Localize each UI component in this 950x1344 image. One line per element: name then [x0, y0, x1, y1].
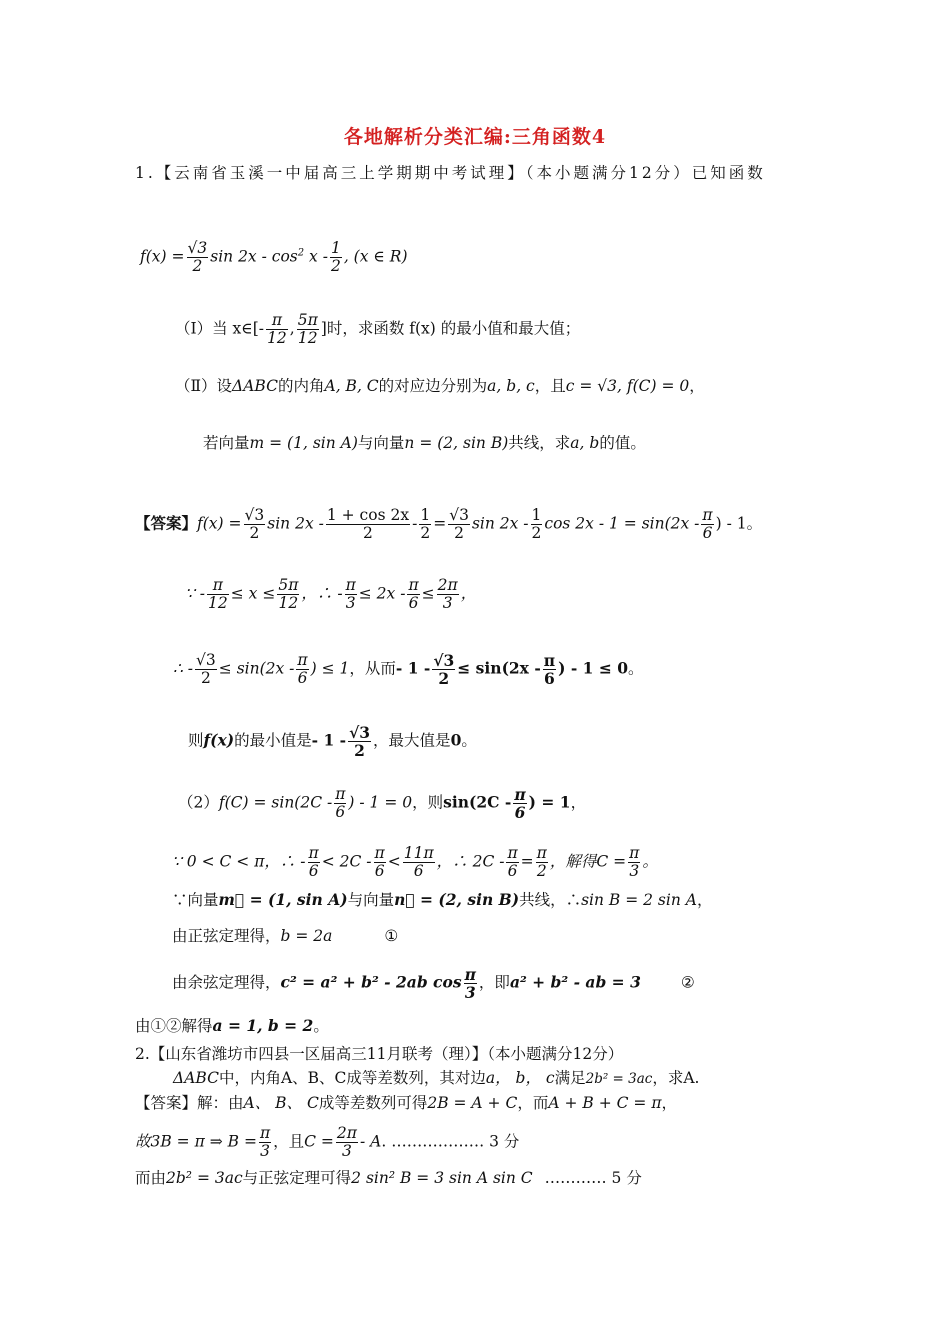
ans1-line2: ∵ - $\frac{\pi}{12}$ ≤ x ≤ $\frac{5\pi}{12}$ ，∴ - $\frac{\pi}{3}$ ≤ 2x - $\frac{\pi}{6}$ ≤ $\frac{2\pi}{3}$ ， — [185, 576, 477, 612]
ans1-line5: （2）f(C) = sin(2C - $\frac{\pi}{6}$ ) - 1 = 0，则sin(2C - $\frac{\pi}{6}$ ) = 1， — [178, 785, 587, 822]
q1-header: 1.【云南省玉溪一中届高三上学期期中考试理】（本小题满分12分）已知函数 — [135, 164, 766, 182]
q1-function: f(x) = $\frac{√3}{2}$ $\sin 2x - \cos^2 x$ - $\frac{1}{2}$ , (x ∈ R) — [140, 239, 408, 275]
ans1-line4: 则f(x)的最小值是- 1 - $\frac{√3}{2}$ ，最大值是0。 — [188, 723, 477, 760]
ans1-line3: ∴ - $\frac{√3}{2}$ ≤ sin(2x - $\frac{\pi}{6}$ ) ≤ 1，从而- 1 - $\frac{√3}{2}$ ≤ sin(2x - $\frac{\pi}{6}$ ) - 1 ≤ 0。 — [173, 651, 644, 688]
ans1-line7: ∵向量m⃗ = (1, sin A)与向量n⃗ = (2, sin B)共线，∴sin B = 2 sin A， — [172, 890, 713, 909]
ans1-line10: 由①②解得a = 1, b = 2。 — [135, 1016, 329, 1035]
q2-answer-line1: 【答案】解：由A、 B、 C成等差数列可得2B = A + C，而A + B + C = π， — [135, 1094, 678, 1112]
document-title: 各地解析分类汇编:三角函数4 — [343, 126, 607, 148]
ans1-line8: 由正弦定理得，b = 2a ① — [172, 927, 399, 945]
q2-header: 2.【山东省潍坊市四县一区届高三11月联考（理）】（本小题满分12分） — [135, 1045, 624, 1063]
ans1-line9: 由余弦定理得，c² = a² + b² - 2ab cos $\frac{\pi}{3}$ ，即a² + b² - ab = 3 ② — [172, 965, 695, 1002]
q2-answer-line3: 而由2b² = 3ac与正弦定理可得2 sin² B = 3 sin A sin C ………… 5 分 — [135, 1169, 642, 1187]
q1-part2-line1: （Ⅱ）设ΔABC的内角A, B, C的对应边分别为a, b, c，且c = √3, f(C) = 0， — [175, 377, 705, 395]
ans1-line6: ∵ 0 < C < π，∴ - $\frac{\pi}{6}$ < 2C - $\frac{\pi}{6}$ < $\frac{11\pi}{6}$ ，∴ 2C - $\frac{\pi}{6}$ = $\frac{\pi}{2}$ ，解得C = $\frac{\pi}{3}$ 。 — [172, 844, 658, 880]
q1-part1: （Ⅰ）当 x∈[- $\frac{\pi}{12}$ , $\frac{5\pi}{12}$ ]时，求函数 f(x) 的最小值和最大值； — [175, 311, 581, 347]
q1-part2-line2: 若向量m = (1, sin A)与向量n = (2, sin B)共线，求a, b的值。 — [203, 434, 646, 452]
q2-line1: ΔABC中，内角A、B、C成等差数列，其对边a， b， c满足2b² = 3ac，求A. — [173, 1069, 700, 1087]
q2-answer-line2: 故3B = π ⇒ B = $\frac{\pi}{3}$ ，且C = $\frac{2\pi}{3}$ - A. ……………… 3 分 — [135, 1124, 520, 1160]
ans1-line1: 【答案】f(x) = $\frac{√3}{2}$ sin 2x - $\frac{1 + \cos 2x}{2}$ - $\frac{1}{2}$ = $\frac{√3}{2}$ sin 2x - $\frac{1}{2}$ cos 2x - 1 = sin(2x - $\frac{\pi}{6}$ ) - 1。 — [135, 506, 763, 542]
answer-label: 【答案】 — [135, 513, 198, 533]
